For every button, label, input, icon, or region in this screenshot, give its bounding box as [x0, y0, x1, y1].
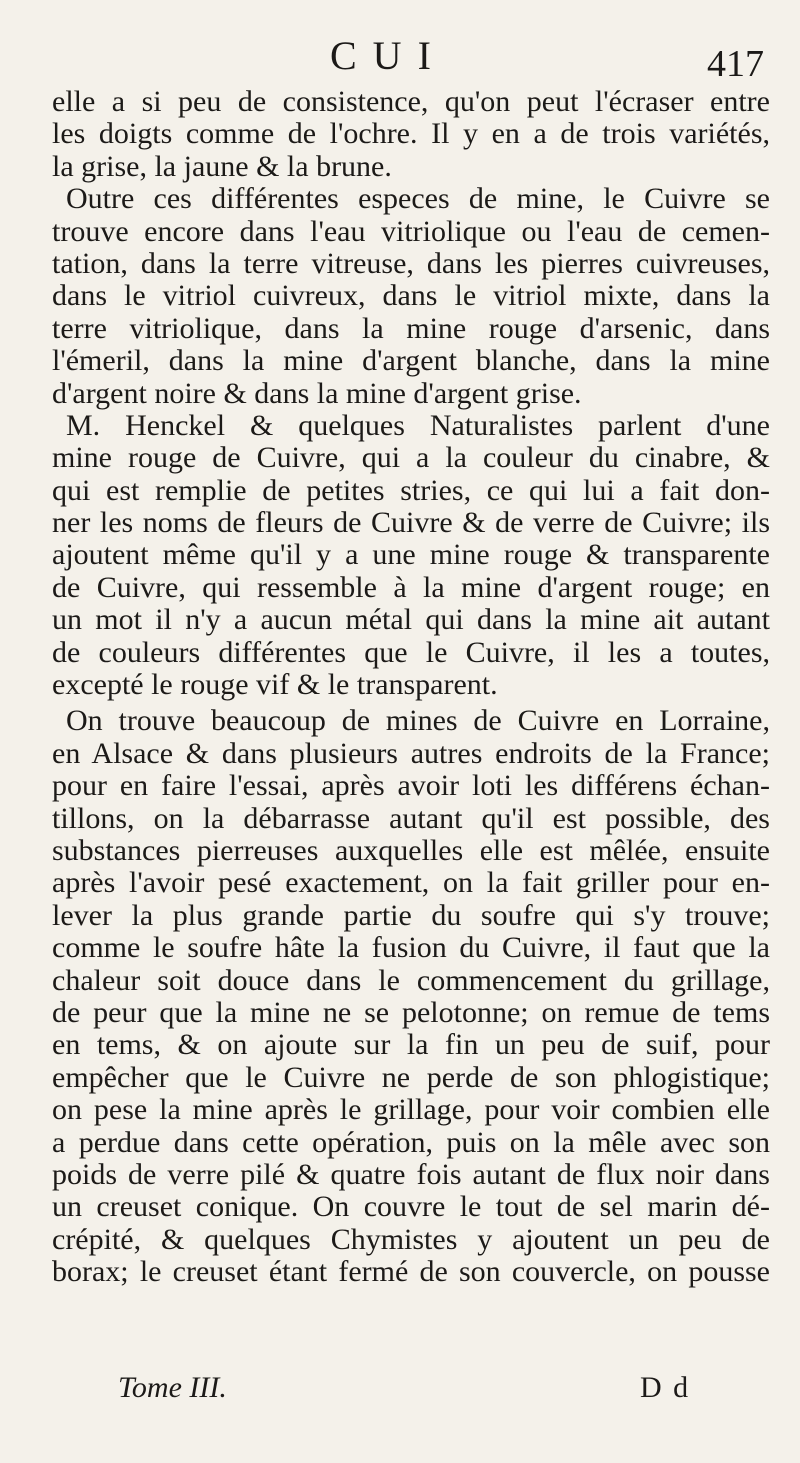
- text-line: terre vitriolique, dans la mine rouge d'arsenic, dans: [52, 311, 770, 345]
- page-header: [0, 30, 800, 90]
- text-line: excepté le rouge vif & le transparent.: [52, 668, 498, 702]
- text-line: ner les noms de fleurs de Cuivre & de verre de Cuivre; ils: [52, 506, 770, 540]
- text-line: chaleur soit douce dans le commencement du grillage,: [52, 963, 770, 997]
- volume-label: Tome III.: [118, 1371, 227, 1404]
- text-line: après l'avoir pesé exactement, on la fait griller pour en-: [52, 866, 770, 900]
- page-number: 417: [707, 43, 764, 85]
- text-line: on pese la mine après le grillage, pour voir combien elle: [52, 1093, 770, 1127]
- text-line: elle a si peu de consistence, qu'on peut l'écraser entre: [52, 85, 770, 118]
- text-line: l'émeril, dans la mine d'argent blanche, dans la mine: [52, 344, 770, 378]
- text-line: empêcher que le Cuivre ne perde de son phlogistique;: [52, 1060, 770, 1094]
- text-line: substances pierreuses auxquelles elle est mêlée, ensuite: [52, 833, 770, 867]
- text-line: qui est remplie de petites stries, ce qui lui a fait don-: [52, 473, 770, 507]
- text-line: de Cuivre, qui ressemble à la mine d'argent rouge; en: [52, 570, 770, 604]
- text-line: en Alsace & dans plusieurs autres endroits de la France;: [52, 736, 770, 770]
- page-footer: [0, 1370, 800, 1410]
- signature-mark: D d: [640, 1371, 691, 1404]
- text-line: tillons, on la débarrasse autant qu'il est possible, des: [52, 801, 770, 835]
- running-head: CUI: [330, 33, 447, 78]
- text-line: tation, dans la terre vitreuse, dans les pierres cuivreuses,: [52, 246, 770, 280]
- text-line: de peur que la mine ne se pelotonne; on remue de tems: [52, 995, 770, 1029]
- text-line: mine rouge de Cuivre, qui a la couleur du cinabre, &: [52, 441, 770, 475]
- text-line: Outre ces différentes especes de mine, le Cuivre se: [66, 182, 770, 216]
- text-line: borax; le creuset étant fermé de son couvercle, on pousse: [52, 1255, 770, 1289]
- text-line: poids de verre pilé & quatre fois autant de flux noir dans: [52, 1157, 770, 1191]
- text-line: lever la plus grande partie du soufre qui s'y trouve;: [52, 898, 770, 932]
- text-line: pour en faire l'essai, après avoir loti les différens échan-: [52, 769, 770, 803]
- text-line: dans le vitriol cuivreux, dans le vitriol mixte, dans la: [52, 279, 770, 313]
- text-line: comme le soufre hâte la fusion du Cuivre, il faut que la: [52, 931, 770, 965]
- text-line: ajoutent même qu'il y a une mine rouge & transparente: [52, 538, 770, 572]
- text-line: trouve encore dans l'eau vitriolique ou l'eau de cemen-: [52, 214, 770, 248]
- text-line: On trouve beaucoup de mines de Cuivre en Lorraine,: [66, 704, 770, 738]
- text-line: les doigts comme de l'ochre. Il y en a de trois variétés,: [52, 117, 770, 151]
- text-line: la grise, la jaune & la brune.: [52, 149, 392, 183]
- text-line: un mot il n'y a aucun métal qui dans la mine ait autant: [52, 603, 770, 637]
- text-line: a perdue dans cette opération, puis on la mêle avec son: [52, 1125, 770, 1159]
- text-line: M. Henckel & quelques Naturalistes parlent d'une: [66, 408, 770, 442]
- text-line: de couleurs différentes que le Cuivre, il les a toutes,: [52, 635, 770, 669]
- text-line: en tems, & on ajoute sur la fin un peu de suif, pour: [52, 1028, 770, 1062]
- text-line: crépité, & quelques Chymistes y ajoutent un peu de: [52, 1222, 770, 1256]
- text-line: un creuset conique. On couvre le tout de sel marin dé-: [52, 1190, 770, 1224]
- text-line: d'argent noire & dans la mine d'argent grise.: [52, 376, 582, 410]
- body-text: [52, 86, 770, 1288]
